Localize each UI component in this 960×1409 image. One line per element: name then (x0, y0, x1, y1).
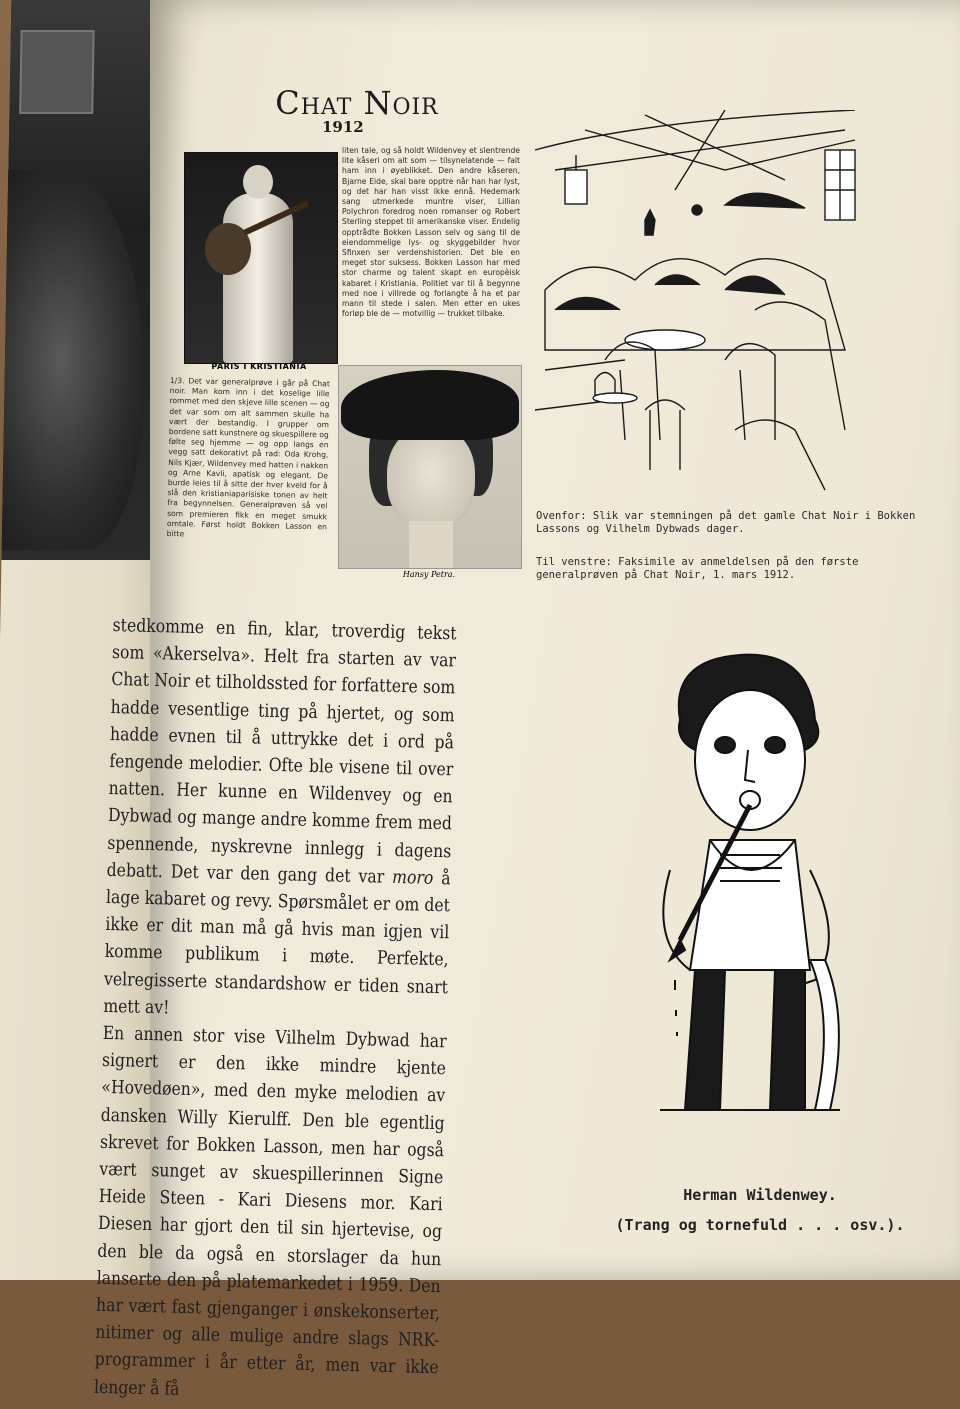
picture-frame (19, 30, 94, 114)
hansy-petra-caption: Hansy Petra. (402, 570, 456, 579)
neck-shape (409, 521, 453, 569)
face-shape (387, 426, 475, 530)
wildenvey-caricature (600, 640, 900, 1120)
facsimile-caption-left: Til venstre: Faksimile av anmeldelsen på den første generalprøven på Chat Noir, 1. mars 1912. (536, 556, 859, 581)
caricature-caption (600, 1180, 920, 1240)
hat-shape (341, 370, 519, 440)
article-paragraph-2: En annen stor vise Vilhelm Dybwad har signert er den ikke mindre kjente «Hovedøen», med den myke melodien av dansken Willy Kierulff. Den ble egentlig skrevet for Bokken Lasson, men har også vært sunget av skuespillerinnen Signe Heide Steen - Kari Diesens mor. Kari Diesen har gjort den til sin hjertevise, og den ble da også en storslager da hun lanserte den på platemarkedet i 1959. Den har vært fast gjenganger i ønskekonserter, nitimer og alle mulige andre slags NRK-programmer i år etter år, men var ikke lenger å få (93, 1022, 447, 1400)
head-shape (243, 165, 273, 199)
portrait-shape (2, 170, 149, 550)
main-article-text (94, 612, 457, 1409)
caricature-subtitle: (Trang og tornefuld . . . osv.). (615, 1216, 905, 1234)
paragraph-1-part-1: stedkomme en fin, klar, troverdig tekst som «Akerselva». Helt fra starten av var Chat Noir et tilholdssted for forfattere som hadde vesentlige ting på hjertet, og som hadde evnen til å uttrykke det i ord på fengende melodier. Ofte ble visene til over natten. Her kunne en Wildenvey og en Dybwad og mange andre komme frem med spennende, nyskrevne innlegg i dagens debatt. Det var den gang det var (106, 614, 457, 888)
paragraph-1-part-2: å lage kabaret og revy. Spørsmålet er om det ikke er dit man må gå hvis man igjen vil komme publikum i møte. Perfekte, velregisserte standardshow er tiden snart mett av! (103, 867, 451, 1019)
page-title: Chat Noir (275, 84, 439, 122)
singer-photo-caption: PARIS I KRISTIANIA (211, 362, 307, 371)
caricature-name: Herman Wildenwey. (683, 1186, 837, 1204)
sketch-caption-above: Ovenfor: Slik var stemningen på det gamle Chat Noir i Bokken Lassons og Vilhelm Dybwads dager. (536, 510, 916, 535)
page-year: 1912 (322, 118, 364, 136)
paragraph-1-emphasis: moro (391, 866, 434, 889)
hansy-petra-photo (338, 365, 522, 569)
singer-photo (184, 152, 338, 364)
article-paragraph-1 (103, 612, 457, 1028)
cabaret-sketch (525, 110, 865, 500)
review-column-left: 1/3. Det var generalprøve i går på Chat noir. Man kom inn i det koselige lille rommet med den skjeve lille scenen — og det var som om alt sammen skulle ha vært der bestandig. I grupper om bordene satt kunstnere og skuespillere og følte seg hjemme — og opp langs en vegg satt dekorativt på rad: Oda Krohg, Nils Kjær, Wildenvey med hatten i nakken og Arne Kavli, apatisk og elegant. De burde leies til å sitte der hver kveld for å slå den kristianiaparisiske tonen av helt fra begynnelsen. Generalprøven så vel som premieren fikk en meget smukk omtale. Først holdt Bokken Lasson en bitte (166, 376, 330, 539)
dress-shape (223, 193, 293, 363)
left-page-photo (1, 0, 166, 560)
review-column-right: liten tale, og så holdt Wildenvey et slentrende lite kåseri om alt som — tilsynelatende — falt ham inn i øyeblikket. Den andre kåseren, Bjarne Eide, skal bare opptre når han har lyst, og det har han visst ikke ennå. Hedemark sang utmerkede muntre viser, Lillian Polychron foredrog noen romanser og Robert Sterling steppet til amerikanske viser. Endelig opptrådte Bokken Lasson selv og sang til de eiendommelige lys- og skyggebilder hvor Sfinxen ser verdenshistorien. Det ble en meget stor suksess. Bokken Lasson har med stor charme og talent skapt en europèisk kabaret i Kristiania. Politiet var til å begynne med noe i villrede og forlangte å ha et par mann til stede i salen. Men etter en ukes forløp ble de — motvillig — trukket tilbake. (342, 146, 520, 319)
